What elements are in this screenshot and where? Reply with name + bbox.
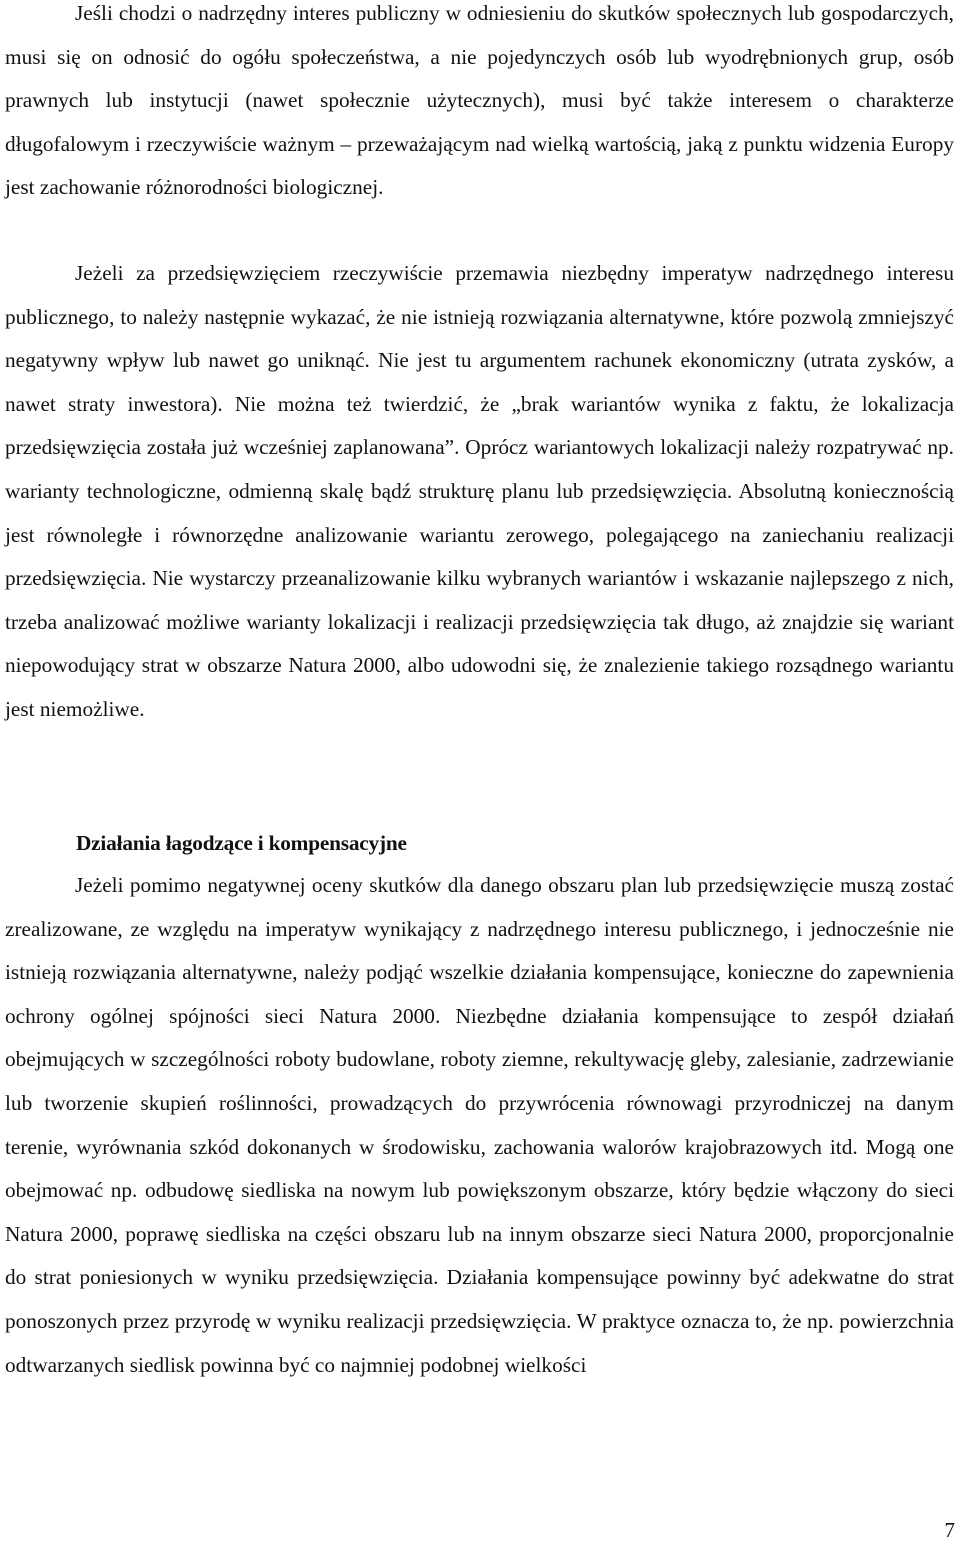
paragraph-alternatives: Jeżeli za przedsięwzięciem rzeczywiście przemawia niezbędny imperatyw nadrzędnego interesu publicznego, to należy następnie wykazać, że nie istnieją rozwiązania alternatywne, które pozwolą zmniejszyć negatywny wpływ lub nawet go uniknąć. Nie jest tu argumentem rachunek ekonomiczny (utrata zysków, a nawet straty inwestora). Nie można też twierdzić, że „brak wariantów wynika z faktu, że lokalizacja przedsięwzięcia została już wcześniej zaplanowana”. Oprócz wariantowych lokalizacji należy rozpatrywać np. warianty technologiczne, odmienną skalę bądź strukturę planu lub przedsięwzięcia. Absolutną koniecznością jest równoległe i równorzędne analizowanie wariantu zerowego, polegającego na zaniechaniu realizacji przedsięwzięcia. Nie wystarczy przeanalizowanie kilku wybranych wariantów i wskazanie najlepszego z nich, trzeba analizować możliwe warianty lokalizacji i realizacji przedsięwzięcia tak długo, aż znajdzie się wariant niepowodujący strat w obszarze Natura 2000, albo udowodni się, że znalezienie takiego rozsądnego wariantu jest niemożliwe. <box>5 261 954 721</box>
section-heading: Działania łagodzące i kompensacyjne <box>76 831 407 855</box>
page-number: 7 <box>944 1518 955 1542</box>
paragraph-compensation: Jeżeli pomimo negatywnej oceny skutków dla danego obszaru plan lub przedsięwzięcie muszą zostać zrealizowane, ze względu na imperatyw wynikający z nadrzędnego interesu publicznego, i jednocześnie nie istnieją rozwiązania alternatywne, należy podjąć wszelkie działania kompensujące, konieczne do zapewnienia ochrony ogólnej spójności sieci Natura 2000. Niezbędne działania kompensujące to zespół działań obejmujących w szczególności roboty budowlane, roboty ziemne, rekultywację gleby, zalesianie, zadrzewianie lub tworzenie skupień roślinności, prowadzących do przywrócenia równowagi przyrodniczej na danym terenie, wyrównania szkód dokonanych w środowisku, zachowania walorów krajobrazowych itd. Mogą one obejmować np. odbudowę siedliska na nowym lub powiększonym obszarze, który będzie włączony do sieci Natura 2000, poprawę siedliska na części obszaru lub na innym obszarze sieci Natura 2000, proporcjonalnie do strat poniesionych w wyniku przedsięwzięcia. Działania kompensujące powinny być adekwatne do strat ponoszonych przez przyrodę w wyniku realizacji przedsięwzięcia. W praktyce oznacza to, że np. powierzchnia odtwarzanych siedlisk powinna być co najmniej podobnej wielkości <box>5 873 954 1377</box>
paragraph-public-interest: Jeśli chodzi o nadrzędny interes publiczny w odniesieniu do skutków społecznych lub gospodarczych, musi się on odnosić do ogółu społeczeństwa, a nie pojedynczych osób lub wyodrębnionych grup, osób prawnych lub instytucji (nawet społecznie użytecznych), musi być także interesem o charakterze długofalowym i rzeczywiście ważnym – przeważającym nad wielką wartością, jaką z punktu widzenia Europy jest zachowanie różnorodności biologicznej. <box>5 1 954 200</box>
